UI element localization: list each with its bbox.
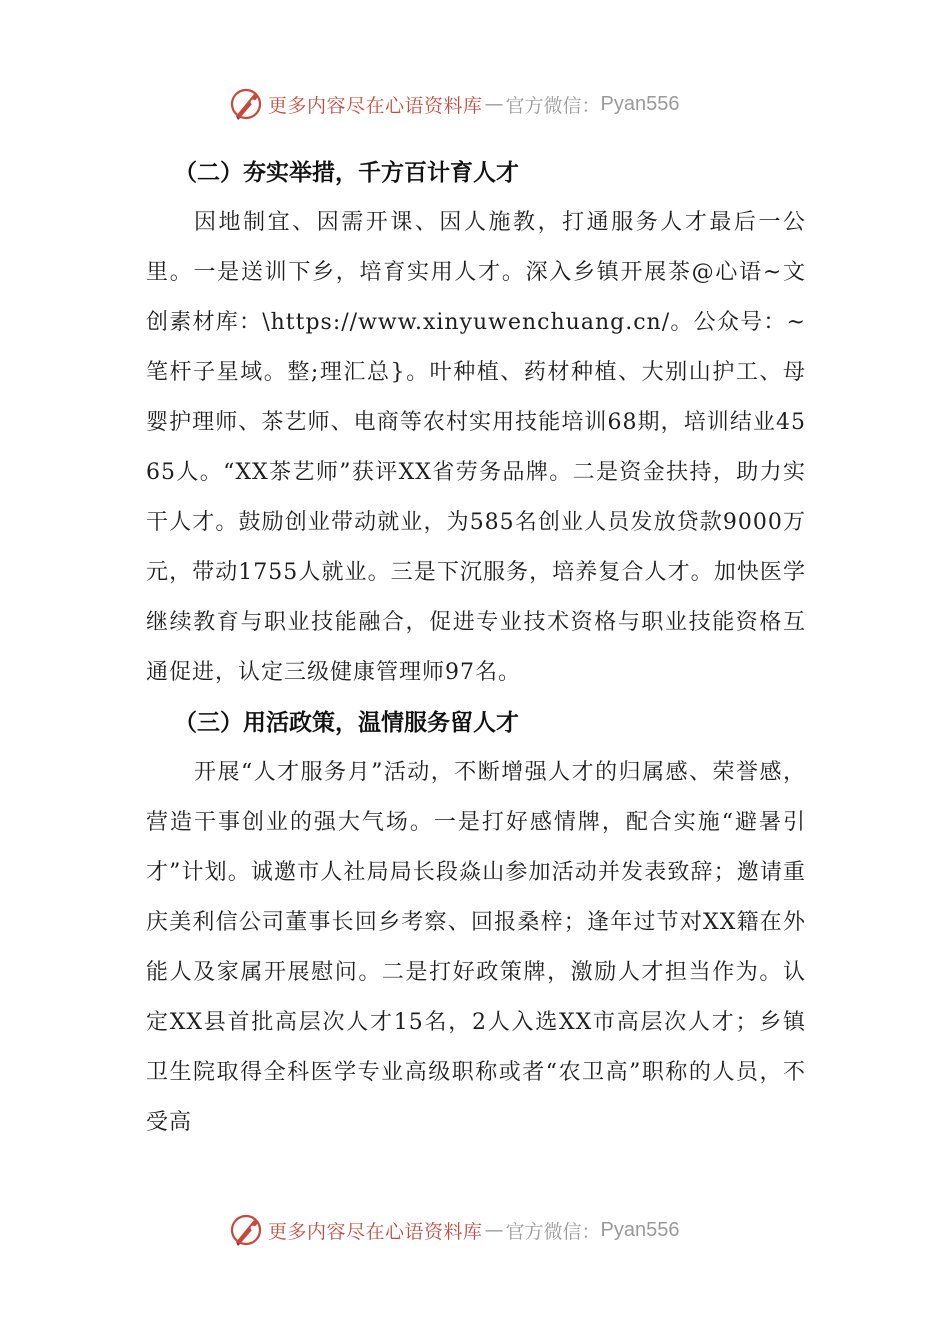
footer-watermark-banner xyxy=(228,1210,748,1250)
banner-wechat-id: Pyan556 xyxy=(600,92,680,115)
banner-wechat-id: Pyan556 xyxy=(600,1218,680,1241)
header-watermark-banner xyxy=(228,84,748,124)
section-heading-2: （二）夯实举措，千方百计育人才 xyxy=(174,160,519,186)
document-body xyxy=(146,148,806,1148)
section-paragraph-3: 开展“人才服务月”活动，不断增强人才的归属感、荣誉感，营造干事创业的强大气场。一是打好感情牌，配合实施“避暑引才”计划。诚邀市人社局局长段焱山参加活动并发表致辞；邀请重庆美利信公司董事长回乡考察、回报桑梓；逢年过节对XX籍在外能人及家属开展慰问。二是打好政策牌，激励人才担当作为。认定XX县首批高层次人才15名，2人入选XX市高层次人才；乡镇卫生院取得全科医学专业高级职称或者“农卫高”职称的人员，不受高 xyxy=(146,760,806,1135)
pen-circle-logo-icon xyxy=(228,1212,264,1248)
banner-slogan: 更多内容尽在心语资料库 xyxy=(268,94,483,117)
banner-dash: — xyxy=(484,1219,504,1241)
section-heading-3: （三）用活政策，温情服务留人才 xyxy=(174,710,519,736)
pen-circle-logo-icon xyxy=(228,86,264,122)
banner-wechat-label: 官方微信： xyxy=(505,94,601,117)
section-paragraph-2: 因地制宜、因需开课、因人施教，打通服务人才最后一公里。一是送训下乡，培育实用人才。深入乡镇开展茶@心语~文创素材库：\https://www.xinyuwenchuang.cn/。公众号：~笔杆子星域。整;理汇总}。叶种植、药材种植、大别山护工、母婴护理师、茶艺师、电商等农村实用技能培训68期，培训结业4565人。“XX茶艺师”获评XX省劳务品牌。二是资金扶持，助力实干人才。鼓励创业带动就业，为585名创业人员发放贷款9000万元，带动1755人就业。三是下沉服务，培养复合人才。加快医学继续教育与职业技能融合，促进专业技术资格与职业技能资格互通促进，认定三级健康管理师97名。 xyxy=(146,210,806,685)
banner-wechat-label: 官方微信： xyxy=(505,1220,601,1243)
banner-dash: — xyxy=(484,93,504,115)
banner-slogan: 更多内容尽在心语资料库 xyxy=(268,1220,483,1243)
